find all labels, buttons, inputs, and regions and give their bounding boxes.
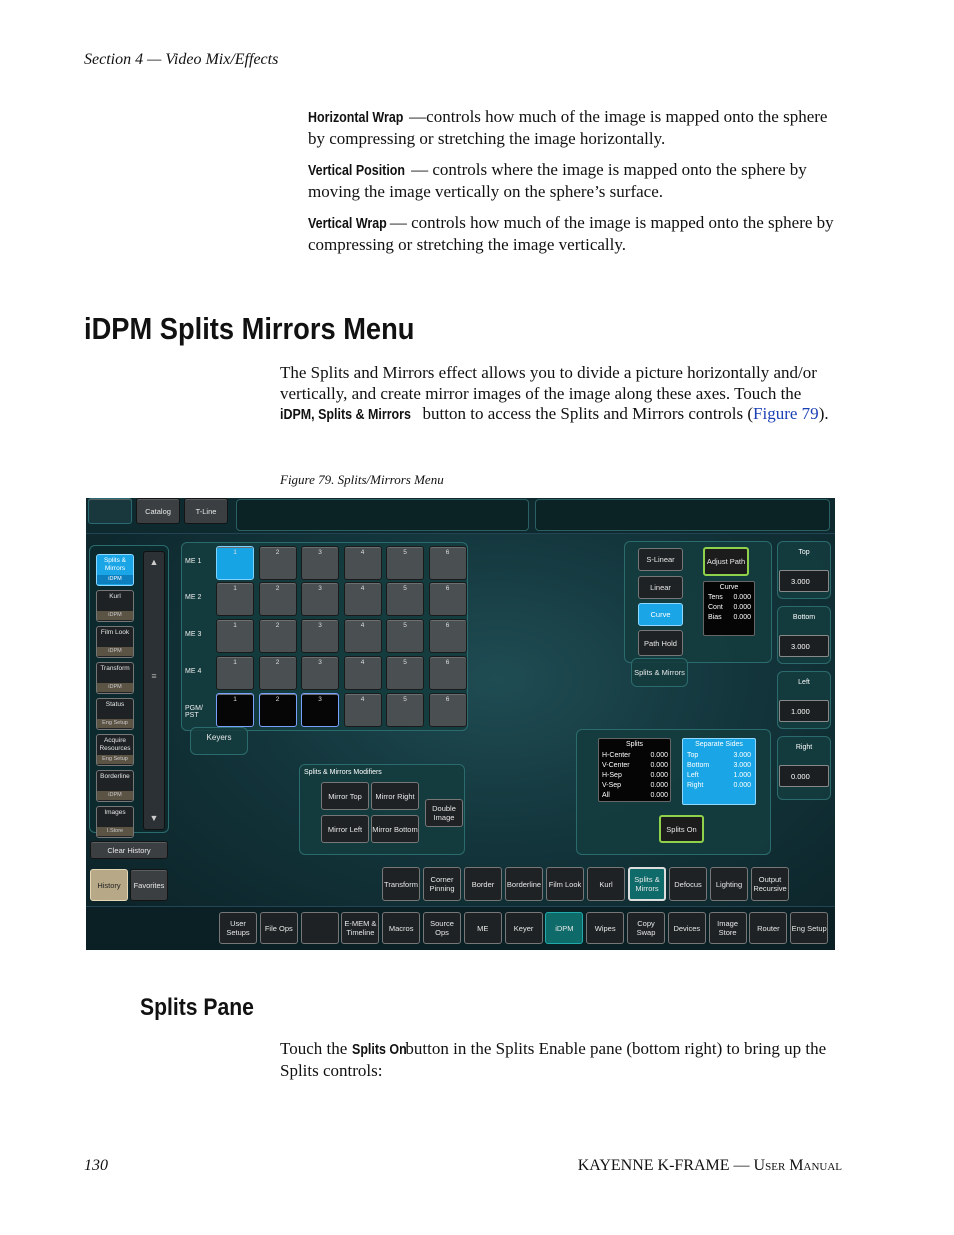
scroll-up-icon[interactable]: ▲: [149, 556, 159, 567]
menu-button[interactable]: Image Store: [709, 912, 747, 944]
side-field-value[interactable]: 1.000: [779, 700, 829, 722]
keyer-grid-button[interactable]: [386, 619, 424, 653]
keyer-grid-button[interactable]: [386, 693, 424, 727]
grid-button-number: 4: [360, 549, 365, 556]
splits-mirrors-menu-screenshot: Catalog T-Line Splits & Mirrors iDPM Kurl iDPM Film Look iDPM Transform iDPM Status Eng Setup Acquire Resources Eng Setup Borderline iDPM Images I.Store ▲ ≡ ▼ Clear History History Favorites Keyers ME 1 1 2 3 4 5 6 ME 2 1 2 3 4 5 6 ME 3 1 2 3 4 5 6 ME 4 1 2 3 4 5 6 PGM/ PST 1 2 3 4 5 6 Splits & Mirrors S-Linear Linear Curve Path Hold Adjust Path Curve Tens 0.000 Cont 0.000 Bias 0.000 Splits & Mirrors Modifiers Mirror Top Mirror Right Mirror Left Mirror Bottom Double Image Splits H-Center 0.000 V-Center 0.000 H-Sep 0.000 V-Sep 0.000 All 0.000 Separate Sides Top 3.000 Bottom 3.000 Left 1.000 Right 0.000 Splits On Top 3.000 Bottom 3.000 Left 1.000 Right 0.000 Transform Corner Pinning Border Borderline Film Look Kurl Splits & Mirrors Defocus Lighting Output Recursive User Setups File Ops E-MEM & Timeline Macros Source Ops ME Keyer iDPM Wipes Copy Swap Devices Image Store Router Eng Setup: [86, 498, 835, 950]
t-line-tab[interactable]: T-Line: [184, 498, 228, 524]
running-header: Section 4 — Video Mix/Effects: [84, 51, 279, 68]
effect-tab-button[interactable]: Borderline: [505, 867, 543, 901]
description-paragraph: The Splits and Mirrors effect allows you to divide a picture horizontally and/or vertically, and create mirror images of the image along these axes. Touch the iDPM, Splits & Mirrors button to access the Splits and Mirrors controls (Figure 79).: [280, 363, 829, 423]
page-number: 130: [84, 1157, 108, 1174]
row-label: ME 1: [185, 558, 202, 565]
top-blank-tab[interactable]: [88, 498, 132, 524]
adjust-path-button[interactable]: Adjust Path: [703, 547, 749, 576]
keyer-grid-button[interactable]: [301, 619, 339, 653]
effect-tab-button[interactable]: Defocus: [669, 867, 707, 901]
section-title: iDPM Splits Mirrors Menu: [84, 311, 415, 346]
menu-button[interactable]: Wipes: [586, 912, 624, 944]
readout-value: 0.000: [733, 594, 751, 601]
history-item-label: Film Look: [100, 629, 130, 636]
history-item[interactable]: [96, 734, 134, 766]
clear-history-button[interactable]: Clear History: [90, 841, 168, 859]
keyer-grid-button[interactable]: [429, 693, 467, 727]
grid-button-number: 6: [445, 659, 450, 666]
keyer-grid-button[interactable]: [429, 656, 467, 690]
grid-button-number: 4: [360, 696, 365, 703]
scroll-down-icon[interactable]: ▼: [149, 812, 159, 823]
readout-value: 0.000: [650, 792, 668, 799]
readout-value: 1.000: [733, 772, 751, 779]
history-item-label: Images: [104, 809, 126, 816]
menu-button[interactable]: Copy Swap: [627, 912, 665, 944]
horizontal-wrap-paragraph: Horizontal Wrap —controls how much of the image is mapped onto the sphere by compressing or stretching the image horizontally.: [308, 107, 828, 148]
grid-button-number: 6: [445, 622, 450, 629]
keyer-grid-button[interactable]: [216, 619, 254, 653]
keyer-grid-button[interactable]: [216, 656, 254, 690]
readout-label: Cont: [708, 604, 723, 611]
history-item-sub: Eng Setup: [97, 719, 133, 728]
readout-value: 0.000: [733, 604, 751, 611]
readout-value: 0.000: [650, 752, 668, 759]
readout-label: Right: [687, 782, 704, 789]
side-field-label: Right: [795, 744, 813, 751]
grid-button-number: 3: [318, 622, 322, 629]
readout-label: V-Sep: [602, 782, 622, 789]
keyer-grid-button[interactable]: [344, 619, 382, 653]
history-item-sub: Eng Setup: [97, 755, 133, 764]
grid-button-number: 1: [233, 659, 237, 666]
grid-button-number: 2: [275, 659, 280, 666]
effect-tab-button[interactable]: Splits & Mirrors: [628, 867, 666, 901]
mirror-right-button[interactable]: Mirror Right: [371, 782, 419, 810]
keyer-grid-button[interactable]: [301, 656, 339, 690]
row-label: ME 3: [185, 631, 202, 638]
menu-button[interactable]: iDPM: [545, 912, 583, 944]
side-field-label: Bottom: [792, 614, 816, 621]
readout-label: Tens: [708, 594, 723, 601]
history-item-sub: iDPM: [97, 791, 133, 800]
history-item[interactable]: [96, 626, 134, 658]
vertical-position-paragraph: Vertical Position — controls where the image is mapped onto the sphere by moving the image vertically on the sphere’s surface.: [308, 160, 807, 201]
side-field-value[interactable]: 0.000: [779, 765, 829, 787]
readout-value: 0.000: [650, 772, 668, 779]
menu-button[interactable]: Macros: [382, 912, 420, 944]
history-item-label: Splits & Mirrors: [103, 557, 127, 572]
keyer-grid-button[interactable]: [344, 656, 382, 690]
s-linear-button[interactable]: S-Linear: [638, 548, 683, 571]
keyer-grid-button[interactable]: [344, 693, 382, 727]
keyer-grid-button[interactable]: [216, 582, 254, 616]
history-item-label: Transform: [100, 665, 130, 672]
readout-label: H-Center: [602, 752, 631, 759]
grid-button-number: 1: [233, 585, 237, 592]
side-field-value[interactable]: 3.000: [779, 635, 829, 657]
side-field-value[interactable]: 3.000: [779, 570, 829, 592]
grid-button-number: 5: [403, 659, 407, 666]
readout-label: Bias: [708, 614, 722, 621]
figure-link[interactable]: Figure 79: [753, 404, 819, 423]
grid-button-number: 1: [233, 622, 237, 629]
readout-value: 3.000: [733, 752, 751, 759]
keyer-grid-button[interactable]: [259, 546, 297, 580]
row-label: ME 2: [185, 594, 202, 601]
grid-button-number: 6: [445, 696, 450, 703]
readout-label: Top: [687, 752, 699, 759]
keyer-grid-button[interactable]: [259, 619, 297, 653]
readout-label: V-Center: [602, 762, 630, 769]
mirror-top-button[interactable]: Mirror Top: [321, 782, 369, 810]
grid-button-number: 4: [360, 622, 365, 629]
keyer-grid-button[interactable]: [216, 546, 254, 580]
grid-button-number: 3: [318, 549, 322, 556]
history-tab[interactable]: History: [90, 869, 128, 901]
grid-button-number: 5: [403, 549, 407, 556]
keyers-label: Keyers: [206, 732, 232, 742]
history-item-sub: I.Store: [97, 827, 133, 836]
double-image-button[interactable]: Double Image: [425, 799, 463, 827]
keyer-grid-button[interactable]: [344, 582, 382, 616]
scroll-grip-icon[interactable]: ≡: [151, 670, 157, 681]
footer-title: KAYENNE K-FRAME — User Manual: [577, 1157, 842, 1174]
keyer-grid-button[interactable]: [259, 582, 297, 616]
splits-mirrors-pane-label: Splits & Mirrors: [634, 667, 685, 677]
splits-on-button[interactable]: Splits On: [659, 815, 704, 843]
keyer-grid-button[interactable]: [386, 546, 424, 580]
effect-tab-button[interactable]: Kurl: [587, 867, 625, 901]
history-item-label: Status: [105, 701, 125, 708]
readout-value: 0.000: [650, 762, 668, 769]
linear-button[interactable]: Linear: [638, 576, 683, 599]
effect-tab-button[interactable]: Lighting: [710, 867, 748, 901]
grid-button-number: 5: [403, 696, 407, 703]
menu-button[interactable]: Source Ops: [423, 912, 461, 944]
menu-button[interactable]: Keyer: [505, 912, 543, 944]
grid-button-number: 2: [275, 549, 280, 556]
mirror-left-button[interactable]: Mirror Left: [321, 815, 369, 843]
history-item[interactable]: [96, 554, 134, 586]
keyer-grid-button[interactable]: [429, 582, 467, 616]
menu-button[interactable]: Devices: [668, 912, 706, 944]
keyer-grid-button[interactable]: [259, 656, 297, 690]
keyer-grid-button[interactable]: [429, 619, 467, 653]
mirror-bottom-button[interactable]: Mirror Bottom: [371, 815, 419, 843]
history-item[interactable]: [96, 770, 134, 802]
menu-button[interactable]: E-MEM & Timeline: [341, 912, 379, 944]
menu-button[interactable]: Router: [749, 912, 787, 944]
top-status-box: [236, 499, 529, 531]
keyer-grid-button[interactable]: [429, 546, 467, 580]
grid-button-number: 3: [318, 696, 322, 703]
menu-button[interactable]: Eng Setup: [790, 912, 828, 944]
splits-pane-paragraph: Touch the Splits On button in the Splits Enable pane (bottom right) to bring up the Splits controls:: [280, 1039, 827, 1080]
effect-tab-button[interactable]: Output Recursive: [751, 867, 789, 901]
top-status-box-2: [535, 499, 830, 531]
keyer-grid-button[interactable]: [301, 582, 339, 616]
grid-button-number: 6: [445, 585, 450, 592]
menu-button[interactable]: ME: [464, 912, 502, 944]
history-item[interactable]: [96, 698, 134, 730]
history-item-sub: iDPM: [97, 647, 133, 656]
keyer-grid-button[interactable]: [386, 656, 424, 690]
history-item[interactable]: [96, 662, 134, 694]
side-field-label: Top: [798, 549, 810, 556]
readout-label: H-Sep: [602, 772, 622, 779]
history-item-sub: iDPM: [97, 575, 133, 584]
grid-button-number: 4: [360, 585, 365, 592]
history-item[interactable]: [96, 590, 134, 622]
favorites-tab[interactable]: Favorites: [130, 869, 168, 901]
grid-button-number: 5: [403, 585, 407, 592]
readout-value: 3.000: [733, 762, 751, 769]
grid-button-number: 5: [403, 622, 407, 629]
menu-button[interactable]: User Setups: [219, 912, 257, 944]
grid-button-number: 2: [275, 585, 280, 592]
keyer-grid-button[interactable]: [216, 693, 254, 727]
effect-tab-button[interactable]: Border: [464, 867, 502, 901]
grid-button-number: 1: [233, 549, 237, 556]
effect-tab-button[interactable]: Film Look: [546, 867, 584, 901]
modifiers-title: Splits & Mirrors Modifiers: [304, 769, 382, 776]
grid-button-number: 3: [318, 585, 322, 592]
grid-button-number: 6: [445, 549, 450, 556]
menu-button[interactable]: File Ops: [260, 912, 298, 944]
history-item-label: Borderline: [100, 773, 130, 780]
history-item-label: Acquire Resources: [99, 737, 131, 752]
readout-label: Bottom: [687, 762, 710, 769]
history-item-label: Kurl: [109, 593, 121, 600]
readout-value: 0.000: [733, 614, 751, 621]
keyer-grid-button[interactable]: [386, 582, 424, 616]
path-hold-button[interactable]: Path Hold: [638, 630, 683, 656]
figure-caption: Figure 79. Splits/Mirrors Menu: [280, 472, 444, 487]
keyer-grid-button[interactable]: [259, 693, 297, 727]
menu-button[interactable]: [301, 912, 339, 944]
effect-tab-button[interactable]: Transform: [382, 867, 420, 901]
curve-button[interactable]: Curve: [638, 603, 683, 626]
subsection-title: Splits Pane: [140, 994, 254, 1021]
readout-value: 0.000: [650, 782, 668, 789]
readout-label: All: [602, 792, 610, 799]
history-item-sub: iDPM: [97, 611, 133, 620]
row-label: ME 4: [185, 668, 202, 675]
grid-button-number: 3: [318, 659, 322, 666]
keyer-grid-button[interactable]: [301, 546, 339, 580]
history-item[interactable]: [96, 806, 134, 838]
history-scrollbar[interactable]: [143, 551, 165, 830]
catalog-tab[interactable]: Catalog: [136, 498, 180, 524]
keyer-grid-button[interactable]: [344, 546, 382, 580]
side-field-label: Left: [798, 679, 810, 686]
keyer-grid-button[interactable]: [301, 693, 339, 727]
readout-label: Left: [687, 772, 699, 779]
effect-tab-button[interactable]: Corner Pinning: [423, 867, 461, 901]
readout-value: 0.000: [733, 782, 751, 789]
grid-button-number: 2: [275, 696, 280, 703]
grid-button-number: 2: [275, 622, 280, 629]
vertical-wrap-paragraph: Vertical Wrap — controls how much of the image is mapped onto the sphere by compressing or stretching the image vertically.: [308, 213, 834, 254]
row-label: PGM/ PST: [185, 705, 203, 719]
grid-button-number: 1: [233, 696, 237, 703]
history-item-sub: iDPM: [97, 683, 133, 692]
grid-button-number: 4: [360, 659, 365, 666]
